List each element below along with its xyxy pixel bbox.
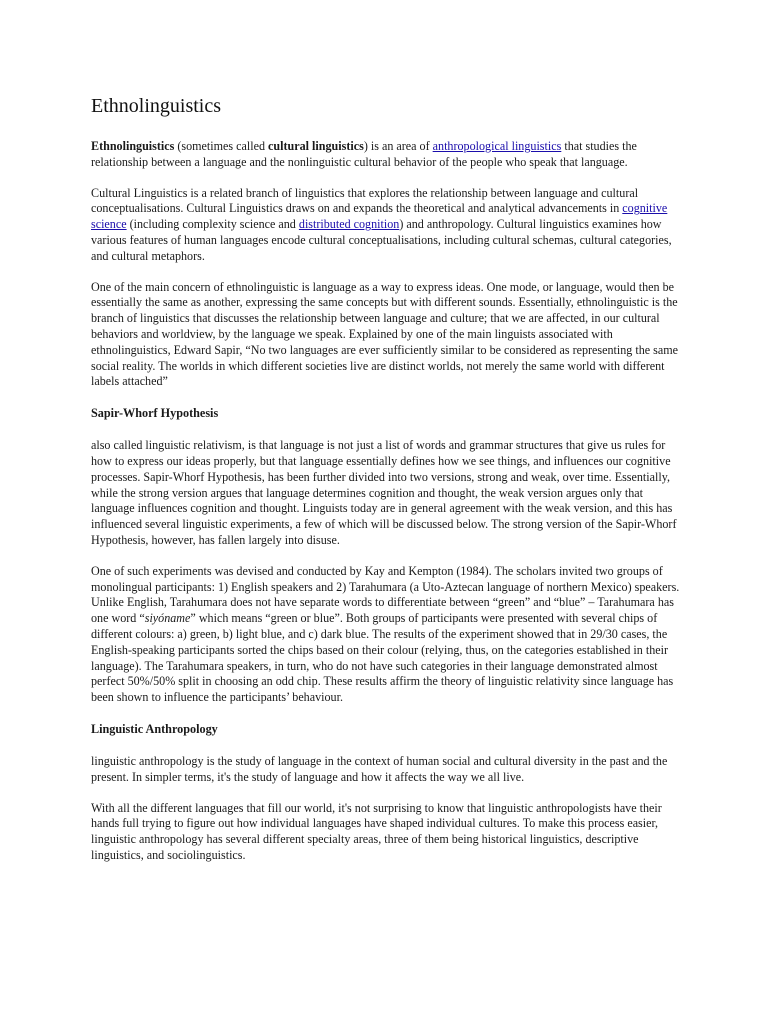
heading-sapir-whorf: Sapir-Whorf Hypothesis bbox=[91, 406, 219, 421]
sapir-whorf-paragraph: also called linguistic relativism, is that language is not just a list of words and grammar structures that give us rules for how to express our ideas properly, but that language essentially defines how we see things, and influences our cognitive processes. Sapir-Whorf Hypothesis, has been further divided into two versions, strong and weak, over time. Essentially, while the strong version argues that language determines cognition and thought, the weak version argues only that language influences cognition and thought. Linguists today are in general agreement with the weak version, and this has influenced several linguistic experiments, a few of which will be discussed below. The strong version of the Sapir-Whorf Hypothesis, however, has fallen largely into disuse. bbox=[91, 438, 677, 547]
link-cognitive-science[interactable]: cognitive science bbox=[91, 201, 668, 232]
intro-paragraph: Ethnolinguistics (sometimes called cultural linguistics) is an area of anthropological linguistics that studies the relationship between a language and the nonlinguistic cultural behavior of the people who speak that language. bbox=[91, 139, 637, 169]
term-ethnolinguistics: Ethnolinguistics bbox=[91, 139, 175, 153]
link-anthropological-linguistics[interactable]: anthropological linguistics bbox=[432, 139, 562, 153]
page-title: Ethnolinguistics bbox=[91, 95, 221, 117]
specialty-areas-paragraph: With all the different languages that fill our world, it's not surprising to know that linguistic anthropologists have their hands full trying to figure out how individual languages have shaped individual cultures. To make this process easier, linguistic anthropology has several different specialty areas, three of them being historical linguistics, descriptive linguistics, and sociolinguistics. bbox=[91, 800, 662, 862]
cultural-linguistics-paragraph: Cultural Linguistics is a related branch of linguistics that explores the relationship between language and cultural conceptualisations. Cultural Linguistics draws on and expands the theoretical and analytical advancements in cognitive science (including complexity science and distributed cognition) and anthropology. Cultural linguistics examines how various features of human languages encode cultural conceptualisations, including cultural schemas, cultural categories, and cultural metaphors. bbox=[91, 185, 672, 263]
linguistic-anthropology-paragraph: linguistic anthropology is the study of language in the context of human social and cultural diversity in the past and the present. In simpler terms, it's the study of language and how it affects the way we all live. bbox=[91, 753, 668, 784]
article-body bbox=[91, 93, 681, 879]
term-cultural-linguistics: cultural linguistics bbox=[268, 139, 364, 153]
link-distributed-cognition[interactable]: distributed cognition bbox=[298, 217, 400, 232]
main-concern-paragraph: One of the main concern of ethnolinguistic is language as a way to express ideas. One mode, or language, would then be essentially the same as another, expressing the same concepts but with different sounds. Essentially, ethnolinguistic is the branch of linguistics that discusses the relationship between language and culture; that we are affected, in our cultural behaviors and worldview, by the language we speak. Explained by one of the main linguists associated with ethnolinguistics, Edward Sapir, “No two languages are ever sufficiently similar to be considered as representing the same social reality. The worlds in which different societies live are distinct worlds, not merely the same world with different labels attached” bbox=[91, 279, 679, 389]
term-siyoname: siyóname bbox=[144, 611, 191, 626]
heading-linguistic-anthropology: Linguistic Anthropology bbox=[91, 721, 218, 736]
experiment-paragraph: One of such experiments was devised and conducted by Kay and Kempton (1984). The scholars invited two groups of monolingual participants: 1) English speakers and 2) Tarahumara (a Uto-Aztecan language of northern Mexico) speakers. Unlike English, Tarahumara does not have separate words to differentiate between “green” and “blue” – Tarahumara has one word “siyóname” which means “green or blue”. Both groups of participants were presented with several chips of different colours: a) green, b) light blue, and c) dark blue. The results of the experiment showed that in 29/30 cases, the English-speaking participants sorted the chips based on their colour (relying, thus, on the categories established in their language). The Tarahumara speakers, in turn, who do not have such categories in their language demonstrated almost perfect 50%/50% split in choosing an odd chip. These results affirm the theory of linguistic relativity since language has been shown to influence the participants’ behaviour. bbox=[91, 563, 680, 705]
